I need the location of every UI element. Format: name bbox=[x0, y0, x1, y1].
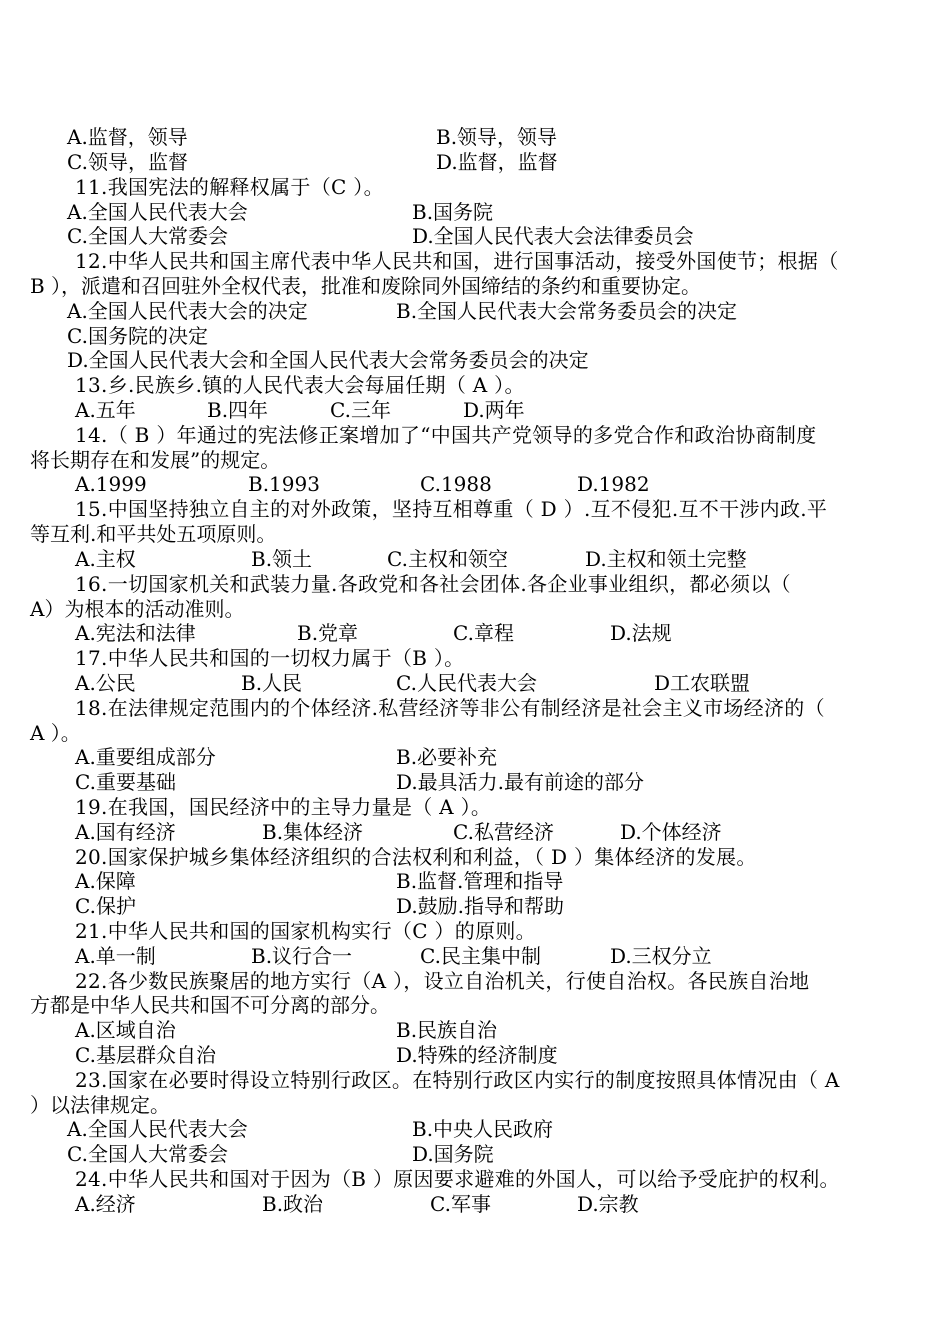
option-b: B.四年 bbox=[207, 398, 269, 422]
option-b: B.1993 bbox=[248, 472, 320, 496]
question-16: 16.一切国家机关和武装力量.各政党和各社会团体.各企业事业组织，都必须以（ bbox=[75, 572, 791, 596]
question-23: 23.国家在必要时得设立特别行政区。在特别行政区内实行的制度按照具体情况由（ A bbox=[75, 1068, 840, 1092]
option-d: D.鼓励.指导和帮助 bbox=[396, 894, 565, 918]
option-c: C.人民代表大会 bbox=[396, 671, 537, 695]
option-b: B.政治 bbox=[262, 1192, 324, 1216]
option-c: C.主权和领空 bbox=[387, 547, 508, 571]
option-d: D.三权分立 bbox=[610, 944, 712, 968]
option-a: A.保障 bbox=[75, 869, 136, 893]
question-18: 18.在法律规定范围内的个体经济.私营经济等非公有制经济是社会主义市场经济的（ bbox=[75, 696, 825, 720]
option-d: D.全国人民代表大会法律委员会 bbox=[412, 224, 694, 248]
option-d: D.国务院 bbox=[412, 1142, 494, 1166]
option-b: B.集体经济 bbox=[262, 820, 364, 844]
option-d: D.监督，监督 bbox=[436, 150, 558, 174]
option-b: B.民族自治 bbox=[396, 1018, 498, 1042]
question-23-cont: ）以法律规定。 bbox=[30, 1093, 170, 1117]
question-18-cont: A ）。 bbox=[30, 721, 81, 745]
question-14-cont: 将长期存在和发展”的规定。 bbox=[30, 448, 281, 472]
option-c: C.1988 bbox=[420, 472, 492, 496]
option-a: A.全国人民代表大会的决定 bbox=[67, 299, 308, 323]
option-d: D工农联盟 bbox=[654, 671, 751, 695]
option-a: A.主权 bbox=[75, 547, 136, 571]
option-a: A.五年 bbox=[75, 398, 136, 422]
question-16-cont: A）为根本的活动准则。 bbox=[30, 597, 245, 621]
question-22: 22.各少数民族聚居的地方实行（A ），设立自治机关，行使自治权。各民族自治地 bbox=[75, 969, 810, 993]
option-b: B.全国人民代表大会常务委员会的决定 bbox=[396, 299, 738, 323]
question-22-cont: 方都是中华人民共和国不可分离的部分。 bbox=[30, 993, 390, 1017]
option-a: A.监督，领导 bbox=[67, 125, 188, 149]
question-21: 21.中华人民共和国的国家机构实行（C ）的原则。 bbox=[75, 919, 536, 943]
option-c: C.章程 bbox=[453, 621, 514, 645]
option-a: A.全国人民代表大会 bbox=[67, 200, 248, 224]
option-c: C.全国人大常委会 bbox=[67, 1142, 228, 1166]
option-b: B.国务院 bbox=[412, 200, 494, 224]
option-c: C.民主集中制 bbox=[420, 944, 541, 968]
option-b: B.领导，领导 bbox=[436, 125, 558, 149]
option-c: C.重要基础 bbox=[75, 770, 176, 794]
question-12: 12.中华人民共和国主席代表中华人民共和国，进行国事活动，接受外国使节；根据（ bbox=[75, 249, 839, 273]
option-c: C.私营经济 bbox=[453, 820, 554, 844]
option-d: D.法规 bbox=[610, 621, 672, 645]
question-17: 17.中华人民共和国的一切权力属于（B ）。 bbox=[75, 646, 465, 670]
option-a: A.经济 bbox=[75, 1192, 136, 1216]
option-d: D.最具活力.最有前途的部分 bbox=[396, 770, 645, 794]
option-a: A.国有经济 bbox=[75, 820, 176, 844]
option-d: D.两年 bbox=[463, 398, 525, 422]
option-a: A.公民 bbox=[75, 671, 136, 695]
option-b: B.议行合一 bbox=[251, 944, 353, 968]
option-b: B.监督.管理和指导 bbox=[396, 869, 564, 893]
question-14: 14.（ B ）年通过的宪法修正案增加了“中国共产党领导的多党合作和政治协商制度 bbox=[75, 423, 817, 447]
option-a: A.全国人民代表大会 bbox=[67, 1117, 248, 1141]
question-11: 11.我国宪法的解释权属于（C ）。 bbox=[75, 175, 384, 199]
option-c: C.基层群众自治 bbox=[75, 1043, 216, 1067]
option-c: C.保护 bbox=[75, 894, 136, 918]
option-b: B.领土 bbox=[251, 547, 313, 571]
option-b: B.中央人民政府 bbox=[412, 1117, 554, 1141]
option-d: D.主权和领土完整 bbox=[585, 547, 747, 571]
question-24: 24.中华人民共和国对于因为（B ）原因要求避难的外国人，可以给予受庇护的权利。 bbox=[75, 1167, 840, 1191]
option-d: D.个体经济 bbox=[620, 820, 722, 844]
option-a: A.单一制 bbox=[75, 944, 156, 968]
option-d: D.全国人民代表大会和全国人民代表大会常务委员会的决定 bbox=[67, 348, 589, 372]
question-15: 15.中国坚持独立自主的对外政策，坚持互相尊重（ D ）.互不侵犯.互不干涉内政.平 bbox=[75, 497, 828, 521]
option-c: C.三年 bbox=[330, 398, 391, 422]
option-a: A.重要组成部分 bbox=[75, 745, 216, 769]
option-a: A.宪法和法律 bbox=[75, 621, 196, 645]
question-12-cont: B ），派遣和召回驻外全权代表，批准和废除同外国缔结的条约和重要协定。 bbox=[30, 274, 702, 298]
option-a: A.1999 bbox=[75, 472, 147, 496]
option-c: C.国务院的决定 bbox=[67, 324, 208, 348]
option-d: D.宗教 bbox=[577, 1192, 639, 1216]
question-15-cont: 等互利.和平共处五项原则。 bbox=[30, 522, 277, 546]
option-b: B.人民 bbox=[241, 671, 303, 695]
option-b: B.党章 bbox=[297, 621, 359, 645]
option-b: B.必要补充 bbox=[396, 745, 498, 769]
option-d: D.1982 bbox=[577, 472, 650, 496]
option-c: C.全国人大常委会 bbox=[67, 224, 228, 248]
option-d: D.特殊的经济制度 bbox=[396, 1043, 558, 1067]
option-a: A.区域自治 bbox=[75, 1018, 176, 1042]
question-20: 20.国家保护城乡集体经济组织的合法权利和利益，（ D ）集体经济的发展。 bbox=[75, 845, 757, 869]
option-c: C.领导，监督 bbox=[67, 150, 188, 174]
question-19: 19.在我国，国民经济中的主导力量是（ A ）。 bbox=[75, 795, 492, 819]
question-13: 13.乡.民族乡.镇的人民代表大会每届任期（ A ）。 bbox=[75, 373, 525, 397]
option-c: C.军事 bbox=[430, 1192, 491, 1216]
